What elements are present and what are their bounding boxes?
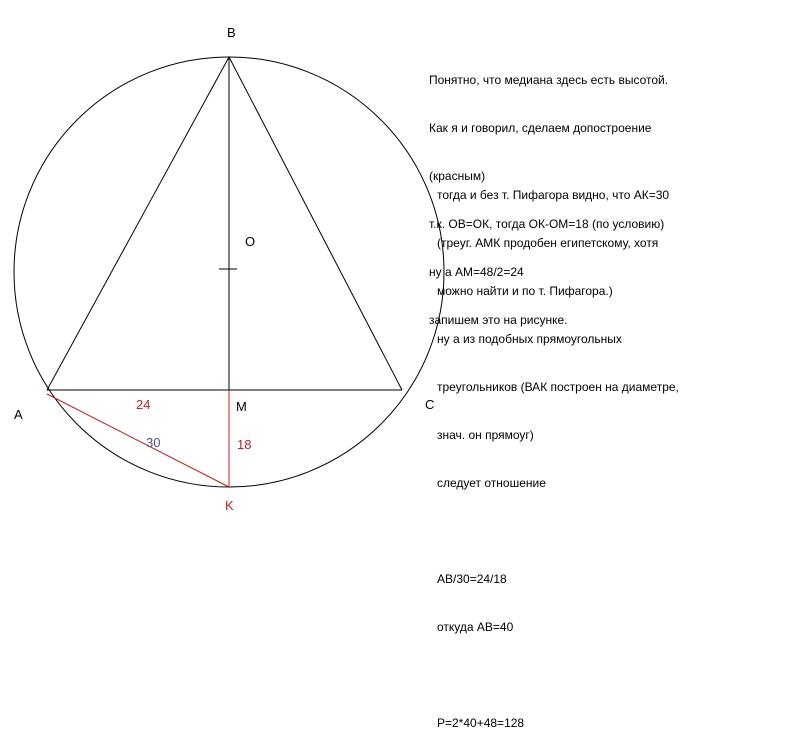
note-line: тогда и без т. Пифагора видно, что АК=30 bbox=[437, 188, 670, 202]
note-line bbox=[437, 667, 679, 683]
note-line: (красным) bbox=[429, 169, 486, 183]
label-c: C bbox=[425, 397, 435, 412]
note-line: т.к. ОВ=ОК, тогда ОК-ОМ=18 (по условию) bbox=[429, 217, 665, 231]
note-line: следует отношение bbox=[437, 476, 546, 490]
side-bc bbox=[229, 57, 402, 390]
note-line: запишем это на рисунке. bbox=[429, 313, 568, 327]
note-line: Понятно, что медиана здесь есть высотой. bbox=[429, 73, 669, 87]
label-o: O bbox=[245, 234, 256, 249]
label-k: K bbox=[225, 498, 234, 513]
solution-notes-bottom bbox=[437, 155, 679, 747]
side-ab bbox=[47, 57, 229, 390]
length-ak: 30 bbox=[146, 435, 161, 450]
note-line: ну а из подобных прямоугольных bbox=[437, 332, 622, 346]
label-a: A bbox=[14, 407, 23, 422]
length-mk: 18 bbox=[237, 437, 252, 452]
note-line: можно найти и по т. Пифагора.) bbox=[437, 284, 613, 298]
note-line: Как я и говорил, сделаем допостроение bbox=[429, 121, 652, 135]
note-line: треугольников (ВАК построен на диаметре, bbox=[437, 380, 679, 394]
length-am: 24 bbox=[136, 397, 151, 412]
note-line: (треуг. АМК продобен египетскому, хотя bbox=[437, 236, 659, 250]
note-line bbox=[437, 523, 679, 539]
note-line: ну а АМ=48/2=24 bbox=[429, 265, 524, 279]
note-line: AB/30=24/18 bbox=[437, 572, 507, 586]
label-m: M bbox=[236, 399, 247, 414]
label-b: B bbox=[227, 25, 236, 40]
note-line: откуда AB=40 bbox=[437, 620, 514, 634]
note-line: знач. он прямоуг) bbox=[437, 428, 534, 442]
note-line: P=2*40+48=128 bbox=[437, 716, 525, 730]
